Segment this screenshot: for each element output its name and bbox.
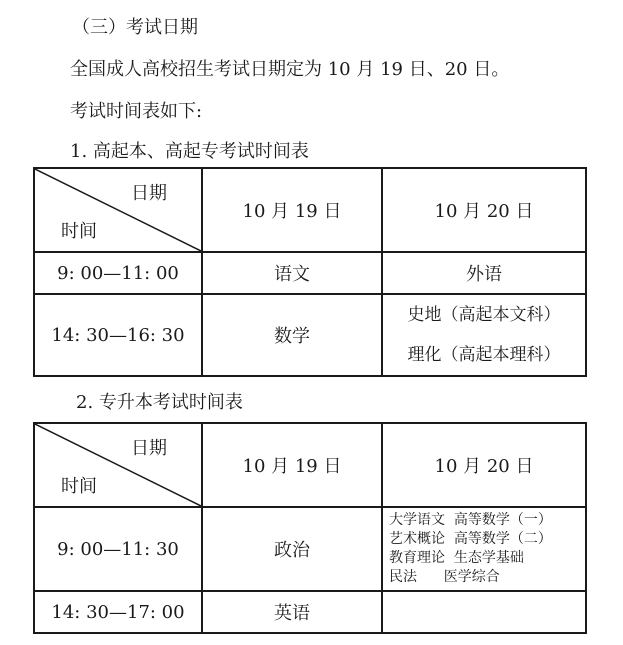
diagonal-line bbox=[35, 424, 201, 506]
subject-item: 史地（高起本文科） bbox=[407, 305, 561, 325]
subject-item: 艺术概论 高等数学（二） bbox=[389, 531, 552, 547]
day1-header: 10 月 19 日 bbox=[202, 423, 382, 507]
table-header-row bbox=[34, 168, 586, 252]
diagonal-header-cell bbox=[34, 168, 202, 252]
time-cell: 14: 30—16: 30 bbox=[34, 294, 202, 376]
date-header-label: 日期 bbox=[131, 183, 167, 204]
table2-title: 2. 专升本考试时间表 bbox=[76, 392, 243, 413]
diagonal-line bbox=[35, 169, 201, 251]
schedule-table-1 bbox=[33, 167, 587, 377]
subject-cell: 外语 bbox=[382, 252, 586, 294]
table-row bbox=[34, 507, 586, 591]
table-row bbox=[34, 294, 586, 376]
date-header-label: 日期 bbox=[131, 438, 167, 459]
subject-cell: 数学 bbox=[202, 294, 382, 376]
table-header-row bbox=[34, 423, 586, 507]
table-row bbox=[34, 591, 586, 633]
day2-header: 10 月 20 日 bbox=[382, 423, 586, 507]
table1-title: 1. 高起本、高起专考试时间表 bbox=[70, 141, 309, 162]
day1-header: 10 月 19 日 bbox=[202, 168, 382, 252]
day2-header: 10 月 20 日 bbox=[382, 168, 586, 252]
time-header-label: 时间 bbox=[61, 221, 97, 242]
diagonal-header-cell bbox=[34, 423, 202, 507]
section-heading: （三）考试日期 bbox=[72, 17, 198, 38]
subject-cell: 英语 bbox=[202, 591, 382, 633]
table-row bbox=[34, 252, 586, 294]
subject-item: 理化（高起本理科） bbox=[407, 345, 561, 365]
schedule-table-2 bbox=[33, 422, 587, 634]
exam-date-sentence: 全国成人高校招生考试日期定为 10 月 19 日、20 日。 bbox=[70, 59, 510, 80]
subject-cell: 政治 bbox=[202, 507, 382, 591]
subject-list-cell bbox=[382, 294, 586, 376]
subject-item: 民法 医学综合 bbox=[389, 569, 500, 585]
schedule-intro: 考试时间表如下: bbox=[70, 101, 203, 122]
time-header-label: 时间 bbox=[61, 476, 97, 497]
subject-cell: 语文 bbox=[202, 252, 382, 294]
subject-item: 教育理论 生态学基础 bbox=[389, 550, 524, 566]
time-cell: 9: 00—11: 00 bbox=[34, 252, 202, 294]
time-cell: 14: 30—17: 00 bbox=[34, 591, 202, 633]
empty-cell bbox=[382, 591, 586, 633]
subject-item: 大学语文 高等数学（一） bbox=[389, 512, 552, 528]
time-cell: 9: 00—11: 30 bbox=[34, 507, 202, 591]
subject-list-cell bbox=[382, 507, 586, 591]
